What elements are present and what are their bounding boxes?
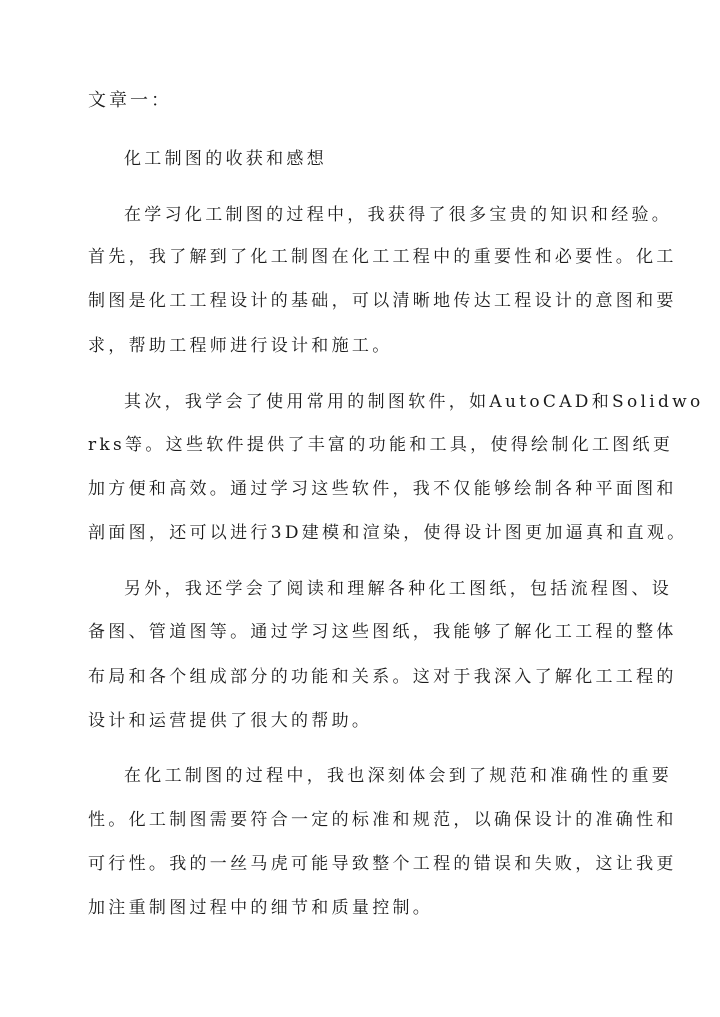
paragraph-1-line-2: 首先，我了解到了化工制图在化工工程中的重要性和必要性。化工: [88, 247, 677, 267]
paragraph-4-line-3: 可行性。我的一丝马虎可能导致整个工程的错误和失败，这让我更: [88, 854, 677, 874]
paragraph-2-line-2: rks等。这些软件提供了丰富的功能和工具，使得绘制化工图纸更: [88, 435, 674, 455]
paragraph-4-line-1: 在化工制图的过程中，我也深刻体会到了规范和准确性的重要: [124, 766, 673, 786]
paragraph-1-line-1: 在学习化工制图的过程中，我获得了很多宝贵的知识和经验。: [124, 205, 673, 225]
section-label: 文章一：: [88, 90, 172, 111]
paragraph-3-line-1: 另外，我还学会了阅读和理解各种化工图纸，包括流程图、设: [124, 579, 673, 599]
paragraph-1-line-4: 求，帮助工程师进行设计和施工。: [88, 336, 393, 356]
paragraph-1-line-3: 制图是化工工程设计的基础，可以清晰地传达工程设计的意图和要: [88, 291, 677, 311]
paragraph-3-line-4: 设计和运营提供了很大的帮助。: [88, 711, 373, 731]
paragraph-2-line-1: 其次，我学会了使用常用的制图软件，如AutoCAD和Solidwo: [124, 392, 704, 412]
paragraph-2-line-4: 剖面图，还可以进行3D建模和渲染，使得设计图更加逼真和直观。: [88, 523, 688, 543]
paragraph-4-line-4: 加注重制图过程中的细节和质量控制。: [88, 898, 434, 918]
paragraph-2-line-3: 加方便和高效。通过学习这些软件，我不仅能够绘制各种平面图和: [88, 479, 677, 499]
paragraph-4-line-2: 性。化工制图需要符合一定的标准和规范，以确保设计的准确性和: [88, 810, 677, 830]
paragraph-3-line-3: 布局和各个组成部分的功能和关系。这对于我深入了解化工工程的: [88, 667, 677, 687]
document-title: 化工制图的收获和感想: [124, 149, 327, 169]
paragraph-3-line-2: 备图、管道图等。通过学习这些图纸，我能够了解化工工程的整体: [88, 622, 677, 642]
